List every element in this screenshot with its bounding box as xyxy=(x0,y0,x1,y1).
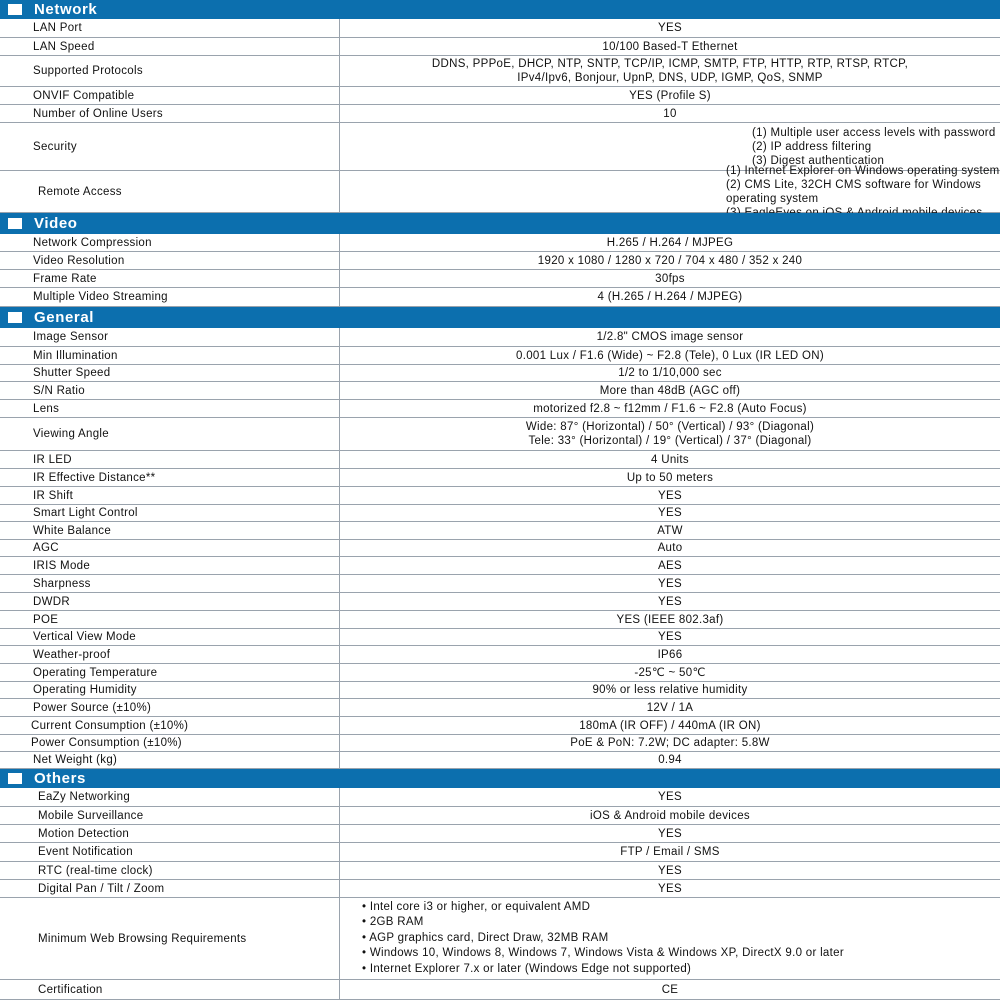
spec-row-smart-light-control xyxy=(0,505,1000,522)
spec-value-line: 30fps xyxy=(655,272,685,285)
spec-value-line: (1) Internet Explorer on Windows operating system xyxy=(726,164,1000,177)
spec-row-remote-access xyxy=(0,164,1000,213)
spec-value xyxy=(340,522,1000,539)
spec-row-rtc-real-time-clock xyxy=(0,862,1000,880)
section-title: Video xyxy=(34,215,78,232)
spec-value xyxy=(340,234,1000,251)
spec-label: White Balance xyxy=(0,522,340,539)
spec-value-line: YES xyxy=(658,827,682,840)
spec-row-supported-protocols xyxy=(0,56,1000,87)
spec-value-line: 0.001 Lux / F1.6 (Wide) ~ F2.8 (Tele), 0 Lux (IR LED ON) xyxy=(516,349,824,362)
spec-row-white-balance xyxy=(0,522,1000,540)
spec-value xyxy=(340,451,1000,468)
section-header-video xyxy=(0,213,1000,234)
spec-value xyxy=(340,880,1000,897)
spec-label: Multiple Video Streaming xyxy=(0,288,340,306)
spec-row-ir-effective-distance xyxy=(0,469,1000,487)
spec-value xyxy=(340,328,1000,346)
spec-row-lens xyxy=(0,400,1000,418)
spec-value-line: Wide: 87° (Horizontal) / 50° (Vertical) / 93° (Diagonal) xyxy=(525,421,815,433)
spec-value xyxy=(340,682,1000,698)
spec-value-line: PoE & PoN: 7.2W; DC adapter: 5.8W xyxy=(570,737,770,749)
spec-row-poe xyxy=(0,611,1000,629)
spec-value xyxy=(340,400,1000,417)
spec-label: Digital Pan / Tilt / Zoom xyxy=(0,880,340,897)
spec-value-line: YES xyxy=(658,595,682,608)
spec-row-operating-temperature xyxy=(0,664,1000,682)
section-title: Others xyxy=(34,770,86,787)
spec-value-line: (1) Multiple user access levels with password xyxy=(752,126,996,139)
spec-label: Mobile Surveillance xyxy=(0,807,340,824)
spec-row-weather-proof xyxy=(0,646,1000,664)
spec-value-line: IP66 xyxy=(657,648,683,661)
spec-value-line: IPv4/Ipv6, Bonjour, UpnP, DNS, UDP, IGMP, QoS, SNMP xyxy=(517,72,823,84)
section-square-icon xyxy=(8,312,22,323)
section-header-others xyxy=(0,769,1000,788)
spec-value xyxy=(340,505,1000,521)
spec-label: Sharpness xyxy=(0,575,340,592)
spec-value-line: Auto xyxy=(657,542,683,554)
spec-row-net-weight-kg xyxy=(0,752,1000,769)
spec-value xyxy=(340,105,1000,122)
section-header-general xyxy=(0,307,1000,328)
spec-value-line: (2) CMS Lite, 32CH CMS software for Windows operating system xyxy=(726,178,982,205)
spec-row-dwdr xyxy=(0,593,1000,611)
spec-value xyxy=(340,19,1000,37)
spec-label: Certification xyxy=(0,980,340,999)
spec-row-sharpness xyxy=(0,575,1000,593)
spec-value xyxy=(340,469,1000,486)
spec-label: Shutter Speed xyxy=(0,365,340,381)
spec-row-digital-pan-tilt-zoom xyxy=(0,880,1000,898)
section-header-network xyxy=(0,0,1000,19)
spec-label: IRIS Mode xyxy=(0,557,340,574)
spec-row-motion-detection xyxy=(0,825,1000,843)
spec-label: POE xyxy=(0,611,340,628)
spec-row-video-resolution xyxy=(0,252,1000,270)
section-square-icon xyxy=(8,218,22,229)
spec-value-line: YES xyxy=(658,882,682,895)
spec-value-line: (3) Digest authentication xyxy=(752,154,885,167)
spec-value xyxy=(340,629,1000,645)
spec-value-line: YES xyxy=(658,507,682,519)
spec-label: ONVIF Compatible xyxy=(0,87,340,104)
spec-value xyxy=(340,164,1000,212)
spec-row-lan-speed xyxy=(0,38,1000,56)
spec-label: LAN Speed xyxy=(0,38,340,55)
spec-value xyxy=(340,252,1000,269)
spec-value xyxy=(340,365,1000,381)
spec-row-onvif-compatible xyxy=(0,87,1000,105)
spec-label: Operating Humidity xyxy=(0,682,340,698)
spec-label: Lens xyxy=(0,400,340,417)
spec-value xyxy=(340,382,1000,399)
section-title: Network xyxy=(34,1,98,18)
spec-value-line: 10 xyxy=(663,107,677,120)
spec-value-line: YES (Profile S) xyxy=(629,89,711,102)
section-square-icon xyxy=(8,773,22,784)
spec-value xyxy=(340,825,1000,842)
spec-value-line: 1/2 to 1/10,000 sec xyxy=(618,367,722,379)
spec-label: IR LED xyxy=(0,451,340,468)
spec-value xyxy=(340,664,1000,681)
spec-value-line: -25℃ ~ 50℃ xyxy=(634,666,706,679)
spec-row-viewing-angle xyxy=(0,418,1000,451)
spec-row-certification xyxy=(0,980,1000,1000)
spec-value-line: 10/100 Based-T Ethernet xyxy=(602,40,738,53)
spec-row-ir-led xyxy=(0,451,1000,469)
spec-label: Event Notification xyxy=(0,843,340,861)
spec-row-vertical-view-mode xyxy=(0,629,1000,646)
requirement-item: • Intel core i3 or higher, or equivalent AMD xyxy=(362,900,844,916)
spec-value xyxy=(340,56,1000,86)
spec-label: Power Source (±10%) xyxy=(0,699,340,716)
spec-value-line: More than 48dB (AGC off) xyxy=(599,384,741,397)
spec-value-line: iOS & Android mobile devices xyxy=(590,809,750,822)
spec-value xyxy=(340,898,1000,979)
spec-value xyxy=(340,807,1000,824)
spec-value-line: 0.94 xyxy=(658,754,682,766)
requirement-item: • Internet Explorer 7.x or later (Windows Edge not supported) xyxy=(362,962,844,978)
spec-label: AGC xyxy=(0,540,340,556)
spec-value-line: YES (IEEE 802.3af) xyxy=(616,613,724,626)
spec-row-operating-humidity xyxy=(0,682,1000,699)
spec-value-line: 4 (H.265 / H.264 / MJPEG) xyxy=(597,291,743,303)
spec-label: LAN Port xyxy=(0,19,340,37)
spec-value xyxy=(340,288,1000,306)
spec-row-eazy-networking xyxy=(0,788,1000,807)
spec-row-lan-port xyxy=(0,19,1000,38)
spec-label: IR Shift xyxy=(0,487,340,504)
spec-label: Power Consumption (±10%) xyxy=(0,735,340,751)
spec-value xyxy=(340,699,1000,716)
spec-value-line: (2) IP address filtering xyxy=(752,140,872,153)
spec-value xyxy=(340,347,1000,364)
section-square-icon xyxy=(8,4,22,15)
spec-label: Remote Access xyxy=(0,171,340,212)
spec-value-line: 180mA (IR OFF) / 440mA (IR ON) xyxy=(579,719,761,732)
spec-value-line: Up to 50 meters xyxy=(626,471,714,484)
spec-value-line: YES xyxy=(658,577,682,590)
spec-label: Network Compression xyxy=(0,234,340,251)
spec-value xyxy=(340,752,1000,768)
spec-value xyxy=(340,717,1000,734)
spec-label: DWDR xyxy=(0,593,340,610)
spec-label: Minimum Web Browsing Requirements xyxy=(0,898,340,979)
requirement-item: • Windows 10, Windows 8, Windows 7, Windows Vista & Windows XP, DirectX 9.0 or later xyxy=(362,946,844,962)
spec-row-event-notification xyxy=(0,843,1000,862)
spec-value xyxy=(340,575,1000,592)
spec-value-line: DDNS, PPPoE, DHCP, NTP, SNTP, TCP/IP, ICMP, SMTP, FTP, HTTP, RTP, RTSP, RTCP, xyxy=(431,58,909,70)
spec-row-agc xyxy=(0,540,1000,557)
requirement-item: • 2GB RAM xyxy=(362,915,844,931)
spec-value xyxy=(340,270,1000,287)
spec-row-minimum-web-browsing-requirements xyxy=(0,898,1000,980)
spec-value-line: YES xyxy=(658,22,682,34)
spec-value xyxy=(340,862,1000,879)
spec-label: Motion Detection xyxy=(0,825,340,842)
spec-label: RTC (real-time clock) xyxy=(0,862,340,879)
spec-value-line: YES xyxy=(658,489,682,502)
spec-value xyxy=(340,611,1000,628)
spec-row-multiple-video-streaming xyxy=(0,288,1000,307)
spec-row-network-compression xyxy=(0,234,1000,252)
spec-value-line: YES xyxy=(658,631,682,643)
spec-row-min-illumination xyxy=(0,347,1000,365)
spec-label: Video Resolution xyxy=(0,252,340,269)
spec-row-mobile-surveillance xyxy=(0,807,1000,825)
spec-value-line: 4 Units xyxy=(651,453,689,466)
spec-value-line: CE xyxy=(661,983,679,996)
spec-label: Vertical View Mode xyxy=(0,629,340,645)
spec-label: Frame Rate xyxy=(0,270,340,287)
spec-row-ir-shift xyxy=(0,487,1000,505)
spec-value-line: YES xyxy=(658,791,682,803)
spec-label: S/N Ratio xyxy=(0,382,340,399)
spec-row-image-sensor xyxy=(0,328,1000,347)
requirement-item: • AGP graphics card, Direct Draw, 32MB RAM xyxy=(362,931,844,947)
spec-label: Min Illumination xyxy=(0,347,340,364)
spec-label: Security xyxy=(0,123,340,170)
section-title: General xyxy=(34,309,95,326)
spec-value-line: 12V / 1A xyxy=(646,701,694,714)
spec-value-line: 1920 x 1080 / 1280 x 720 / 704 x 480 / 352 x 240 xyxy=(537,254,803,267)
spec-value xyxy=(340,418,1000,450)
spec-value xyxy=(340,735,1000,751)
requirements-list xyxy=(362,900,844,978)
spec-value-line: 90% or less relative humidity xyxy=(592,684,748,696)
spec-label: Supported Protocols xyxy=(0,56,340,86)
spec-row-current-consumption-10 xyxy=(0,717,1000,735)
spec-label: Viewing Angle xyxy=(0,418,340,450)
spec-label: Operating Temperature xyxy=(0,664,340,681)
spec-row-frame-rate xyxy=(0,270,1000,288)
spec-value xyxy=(340,788,1000,806)
spec-row-power-consumption-10 xyxy=(0,735,1000,752)
spec-value xyxy=(340,593,1000,610)
spec-value-line: H.265 / H.264 / MJPEG xyxy=(606,236,734,249)
spec-value-line: FTP / Email / SMS xyxy=(620,846,720,858)
spec-value xyxy=(340,487,1000,504)
spec-value-line: ATW xyxy=(657,524,683,537)
spec-value-line: 1/2.8" CMOS image sensor xyxy=(596,331,744,343)
spec-value xyxy=(340,646,1000,663)
spec-row-s-n-ratio xyxy=(0,382,1000,400)
spec-value-line: YES xyxy=(658,864,682,877)
spec-value xyxy=(340,557,1000,574)
spec-value xyxy=(340,38,1000,55)
spec-value-line: AES xyxy=(658,559,682,572)
spec-row-power-source-10 xyxy=(0,699,1000,717)
spec-value xyxy=(340,540,1000,556)
spec-label: Smart Light Control xyxy=(0,505,340,521)
spec-label: Image Sensor xyxy=(0,328,340,346)
spec-label: Weather-proof xyxy=(0,646,340,663)
spec-value-line: motorized f2.8 ~ f12mm / F1.6 ~ F2.8 (Auto Focus) xyxy=(533,402,807,415)
spec-row-iris-mode xyxy=(0,557,1000,575)
spec-label: Number of Online Users xyxy=(0,105,340,122)
spec-row-shutter-speed xyxy=(0,365,1000,382)
spec-value xyxy=(340,87,1000,104)
spec-label: EaZy Networking xyxy=(0,788,340,806)
spec-value-line: Tele: 33° (Horizontal) / 19° (Vertical) / 37° (Diagonal) xyxy=(528,435,812,447)
spec-label: IR Effective Distance** xyxy=(0,469,340,486)
spec-label: Current Consumption (±10%) xyxy=(0,717,340,734)
spec-value xyxy=(340,980,1000,999)
spec-row-number-of-online-users xyxy=(0,105,1000,123)
spec-label: Net Weight (kg) xyxy=(0,752,340,768)
spec-value xyxy=(340,843,1000,861)
